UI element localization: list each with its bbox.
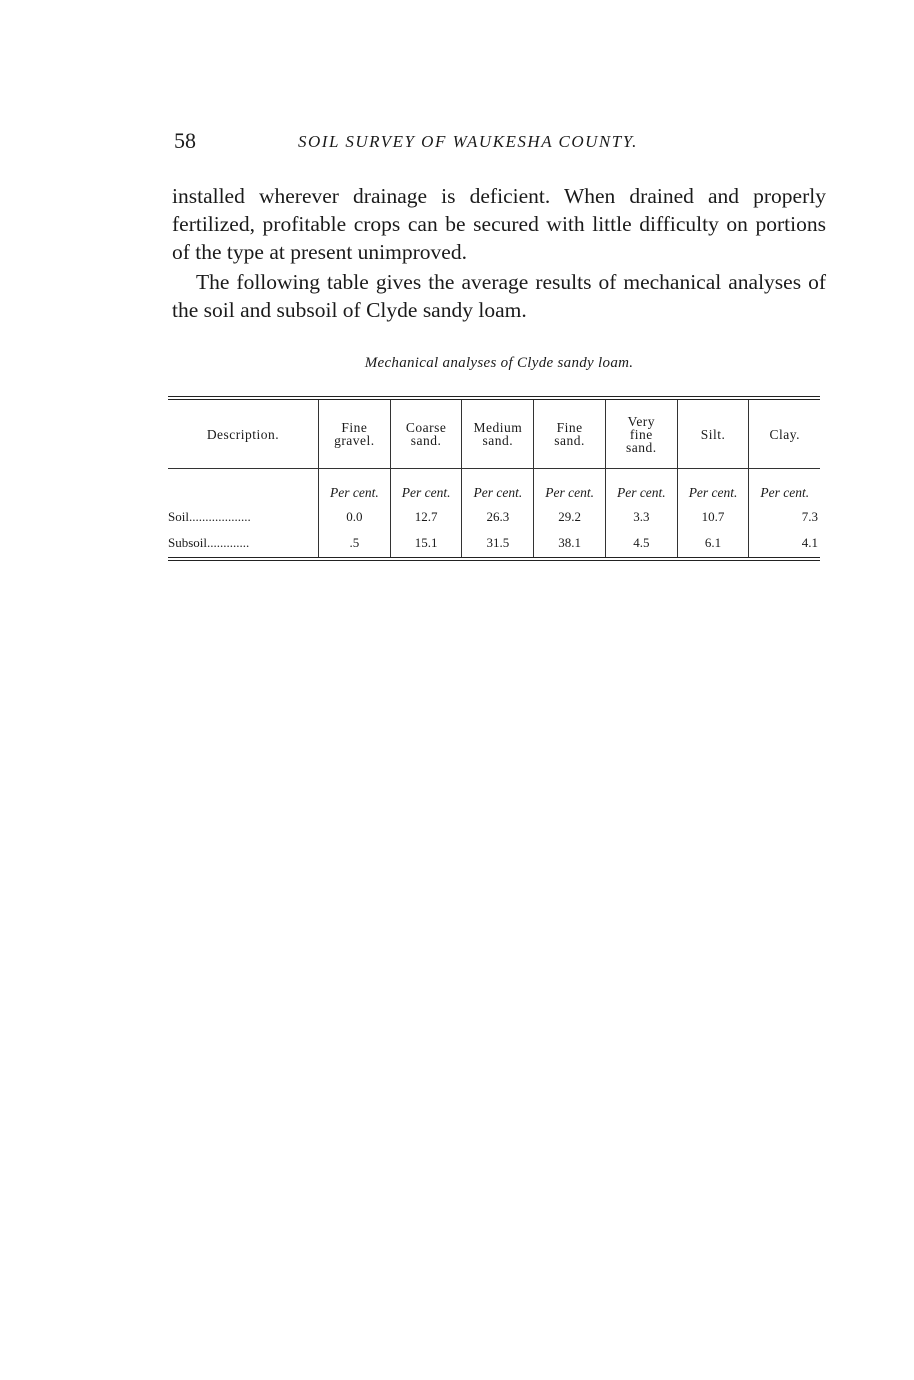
unit-cell: Per cent. [462,469,534,506]
page-header [174,128,714,156]
unit-cell-blank [168,469,319,506]
table-cell: 7.3 [749,505,820,529]
table-cell: .5 [319,529,391,559]
table-cell: 38.1 [534,529,606,559]
table-cell: 26.3 [462,505,534,529]
table-cell: 10.7 [677,505,749,529]
unit-cell: Per cent. [390,469,462,506]
table-cell: 3.3 [605,505,677,529]
column-header-silt: Silt. [677,398,749,469]
table-cell: 31.5 [462,529,534,559]
table-unit-row [168,469,820,506]
body-paragraph-1: installed wherever drainage is deficient. When drained and properly fertilized, profitable crops can be secured with little difficulty on portions of the type at present unimproved. [172,184,826,264]
column-header-coarse-sand: Coarse sand. [390,398,462,469]
table-row-soil [168,505,820,529]
table-cell: 6.1 [677,529,749,559]
unit-cell: Per cent. [749,469,820,506]
unit-cell: Per cent. [605,469,677,506]
column-header-description: Description. [168,398,319,469]
table-cell: 4.5 [605,529,677,559]
unit-cell: Per cent. [534,469,606,506]
body-paragraph-2: The following table gives the average results of mechanical analyses of the soil and subsoil of Clyde sandy loam. [172,270,826,322]
mechanical-analyses-table [168,396,820,561]
column-header-fine-gravel: Fine gravel. [319,398,391,469]
unit-cell: Per cent. [319,469,391,506]
column-header-medium-sand: Medium sand. [462,398,534,469]
row-label-subsoil: Subsoil............. [168,535,250,550]
table-caption: Mechanical analyses of Clyde sandy loam. [364,355,634,371]
column-header-very-fine-sand: Very fine sand. [605,398,677,469]
unit-cell: Per cent. [677,469,749,506]
running-title: SOIL SURVEY OF WAUKESHA COUNTY. [298,132,638,151]
table-cell: 12.7 [390,505,462,529]
row-label-soil: Soil................... [168,509,251,524]
table-cell: 29.2 [534,505,606,529]
column-header-clay: Clay. [749,398,820,469]
page-number: 58 [174,128,196,153]
table-cell: 4.1 [749,529,820,559]
table-row-subsoil [168,529,820,559]
data-table [168,396,820,561]
table-cell: 0.0 [319,505,391,529]
column-header-fine-sand: Fine sand. [534,398,606,469]
table-cell: 15.1 [390,529,462,559]
table-header-row [168,398,820,469]
